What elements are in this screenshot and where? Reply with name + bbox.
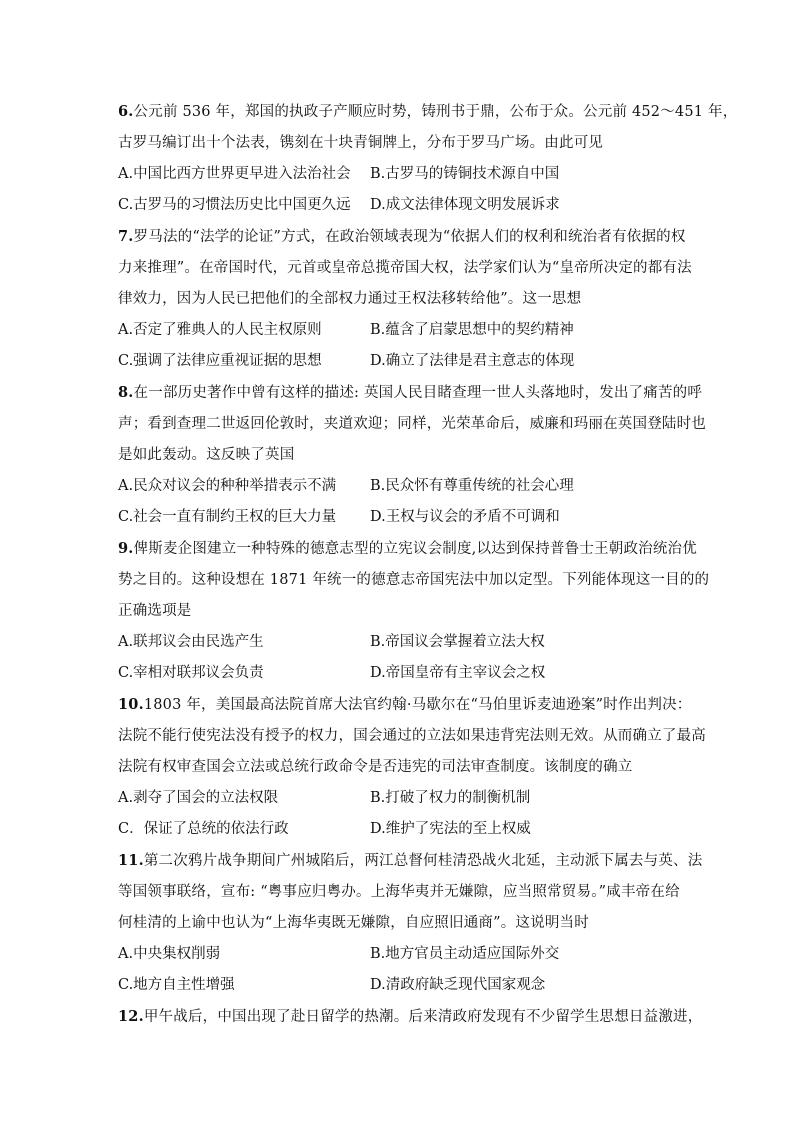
option-b[interactable]: B.古罗马的铸铜技术源自中国: [370, 166, 560, 182]
question-number: 9.: [118, 540, 134, 557]
question-8-line-2: 声；看到查理二世返回伦敦时，夹道欢迎；同样，光荣革命后，威廉和玛丽在英国登陆时也: [118, 416, 706, 432]
option-c[interactable]: C．保证了总统的依法行政: [118, 821, 289, 837]
question-stem: 公元前 536 年，郑国的执政子产顺应时势，铸刑书于鼎，公布于众。公元前 452～451 年，: [133, 104, 738, 120]
option-a[interactable]: A.否定了雅典人的人民主权原则: [118, 322, 322, 338]
option-d[interactable]: D.确立了法律是君主意志的体现: [370, 353, 575, 369]
option-a[interactable]: A.联邦议会由民选产生: [118, 634, 264, 650]
option-d[interactable]: D.成文法律体现文明发展诉求: [370, 197, 560, 213]
question-9-line-3: 正确选项是: [118, 603, 192, 619]
question-stem: 罗马法的“法学的论证”方式，在政治领域表现为“依据人们的权利和统治者有依据的权: [133, 229, 686, 245]
option-a[interactable]: A.剥夺了国会的立法权限: [118, 790, 279, 806]
question-9-line-2: 势之目的。这种设想在 1871 年统一的德意志帝国宪法中加以定型。下列能体现这一目的的: [118, 572, 710, 588]
option-a[interactable]: A.中国比西方世界更早进入法治社会: [118, 166, 351, 182]
option-b[interactable]: B.民众怀有尊重传统的社会心理: [370, 478, 574, 494]
question-11-line-2: 等国领事联络，宣布: “粤事应归粤办。上海华夷并无嫌隙，应当照常贸易。”咸丰帝在给: [118, 884, 680, 900]
question-8-line-1: [118, 383, 703, 403]
question-8-line-3: 是如此轰动。这反映了英国: [118, 447, 295, 463]
question-7-line-1: [118, 227, 686, 247]
option-c[interactable]: C.强调了法律应重视证据的思想: [118, 353, 322, 369]
question-9-line-1: [118, 539, 697, 559]
question-11-line-3: 何桂清的上谕中也认为“上海华夷既无嫌隙，自应照旧通商”。这说明当时: [118, 915, 589, 931]
question-number: 6.: [118, 103, 134, 120]
option-d[interactable]: D.帝国皇帝有主宰议会之权: [370, 665, 546, 681]
question-stem: 甲午战后，中国出现了赴日留学的热潮。后来清政府发现有不少留学生思想日益激进，: [143, 1009, 703, 1025]
question-6-line-2: 古罗马编订出十个法表，镌刻在十块青铜牌上，分布于罗马广场。由此可见: [118, 135, 604, 151]
question-number: 7.: [118, 228, 134, 245]
question-stem: 第二次鸦片战争期间广州城陷后，两江总督何桂清恐战火北延，主动派下属去与英、法: [143, 853, 703, 869]
question-number: 10.: [118, 696, 144, 713]
option-b[interactable]: B.地方官员主动适应国际外交: [370, 946, 560, 962]
question-number: 11.: [118, 852, 144, 869]
question-10-line-3: 法院有权审查国会立法或总统行政命令是否违宪的司法审查制度。该制度的确立: [118, 759, 633, 775]
question-6-line-1: [118, 102, 738, 122]
question-number: 12.: [118, 1008, 144, 1025]
question-stem: 在一部历史著作中曾有这样的描述: 英国人民目睹查理一世人头落地时，发出了痛苦的呼: [133, 385, 703, 401]
option-d[interactable]: D.王权与议会的矛盾不可调和: [370, 509, 560, 525]
question-7-line-2: 力来推理”。在帝国时代，元首或皇帝总揽帝国大权，法学家们认为“皇帝所决定的都有法: [118, 260, 692, 276]
option-d[interactable]: D.维护了宪法的至上权威: [370, 821, 531, 837]
question-number: 8.: [118, 384, 134, 401]
option-c[interactable]: C.地方自主性增强: [118, 977, 235, 993]
option-d[interactable]: D.清政府缺乏现代国家观念: [370, 977, 546, 993]
option-c[interactable]: C.古罗马的习惯法历史比中国更久远: [118, 197, 351, 213]
option-c[interactable]: C.宰相对联邦议会负责: [118, 665, 264, 681]
question-12-line-1: [118, 1007, 703, 1027]
question-stem: 俾斯麦企图建立一种特殊的德意志型的立宪议会制度,以达到保持普鲁士王朝政治统治优: [133, 541, 697, 557]
option-b[interactable]: B.帝国议会掌握着立法大权: [370, 634, 545, 650]
option-b[interactable]: B.打破了权力的制衡机制: [370, 790, 531, 806]
question-7-line-3: 律效力，因为人民已把他们的全部权力通过王权法移转给他”。这一思想: [118, 291, 582, 307]
option-a[interactable]: A.中央集权削弱: [118, 946, 221, 962]
question-10-line-2: 法院不能行使宪法没有授予的权力，国会通过的立法如果违背宪法则无效。从而确立了最高: [118, 728, 706, 744]
question-stem: 1803 年，美国最高法院首席大法官约翰·马歇尔在“马伯里诉麦迪逊案”时作出判决：: [143, 697, 692, 713]
question-11-line-1: [118, 851, 703, 871]
option-b[interactable]: B.蕴含了启蒙思想中的契约精神: [370, 322, 574, 338]
option-c[interactable]: C.社会一直有制约王权的巨大力量: [118, 509, 337, 525]
question-10-line-1: [118, 695, 692, 715]
option-a[interactable]: A.民众对议会的种种举措表示不满: [118, 478, 337, 494]
